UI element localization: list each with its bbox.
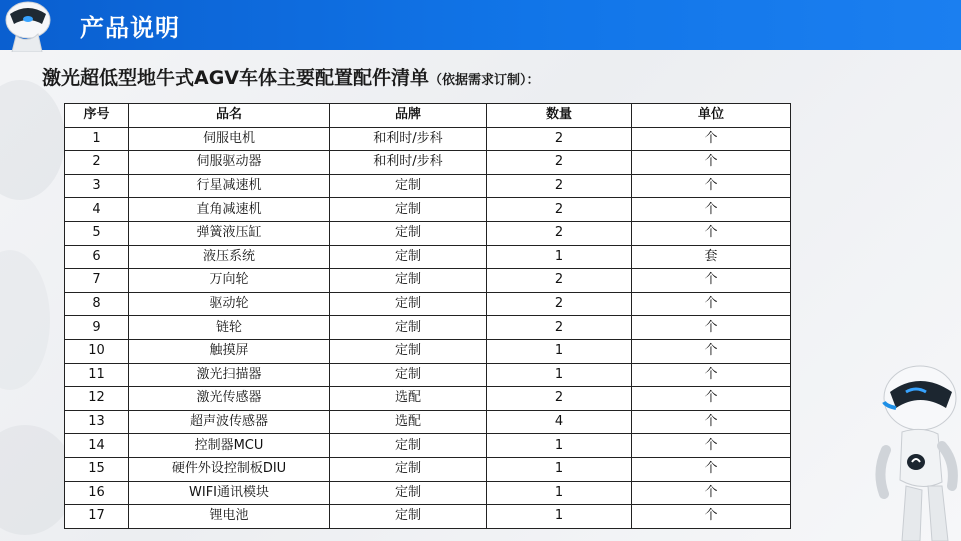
cell-unit: 个 xyxy=(632,434,791,458)
cell-quantity: 2 xyxy=(487,198,632,222)
col-header-name: 品名 xyxy=(129,104,330,128)
cell-quantity: 1 xyxy=(487,481,632,505)
config-table xyxy=(64,103,791,529)
cell-quantity: 2 xyxy=(487,174,632,198)
cell-index: 8 xyxy=(65,292,129,316)
cell-unit: 个 xyxy=(632,151,791,175)
heading-note: （依据需求订制）： xyxy=(429,73,540,88)
cell-quantity: 1 xyxy=(487,434,632,458)
table-row xyxy=(65,505,791,529)
cell-index: 10 xyxy=(65,339,129,363)
cell-quantity: 2 xyxy=(487,316,632,340)
cell-index: 16 xyxy=(65,481,129,505)
cell-name: 激光传感器 xyxy=(129,387,330,411)
cell-name: 行星减速机 xyxy=(129,174,330,198)
table-row xyxy=(65,151,791,175)
cell-name: 锂电池 xyxy=(129,505,330,529)
table-header-row xyxy=(65,104,791,128)
cell-quantity: 2 xyxy=(487,292,632,316)
cell-brand: 定制 xyxy=(330,221,487,245)
table-row xyxy=(65,481,791,505)
cell-brand: 和利时/步科 xyxy=(330,127,487,151)
table-row xyxy=(65,316,791,340)
table-row xyxy=(65,363,791,387)
table-row xyxy=(65,339,791,363)
cell-name: 控制器MCU xyxy=(129,434,330,458)
cell-index: 13 xyxy=(65,410,129,434)
robot-mascot-icon xyxy=(872,362,961,541)
cell-unit: 个 xyxy=(632,198,791,222)
cell-index: 11 xyxy=(65,363,129,387)
table-row xyxy=(65,434,791,458)
cell-unit: 个 xyxy=(632,481,791,505)
cell-index: 15 xyxy=(65,457,129,481)
cell-unit: 个 xyxy=(632,221,791,245)
cell-name: 伺服驱动器 xyxy=(129,151,330,175)
cell-unit: 个 xyxy=(632,292,791,316)
cell-brand: 定制 xyxy=(330,363,487,387)
cell-brand: 定制 xyxy=(330,245,487,269)
cell-index: 14 xyxy=(65,434,129,458)
cell-quantity: 4 xyxy=(487,410,632,434)
cell-unit: 个 xyxy=(632,174,791,198)
col-header-index: 序号 xyxy=(65,104,129,128)
cell-name: 硬件外设控制板DIU xyxy=(129,457,330,481)
table-row xyxy=(65,269,791,293)
cell-quantity: 1 xyxy=(487,245,632,269)
cell-index: 17 xyxy=(65,505,129,529)
cell-brand: 定制 xyxy=(330,505,487,529)
page-title: 产品说明 xyxy=(80,14,180,42)
cell-brand: 选配 xyxy=(330,387,487,411)
cell-index: 3 xyxy=(65,174,129,198)
cell-index: 12 xyxy=(65,387,129,411)
cell-index: 9 xyxy=(65,316,129,340)
cell-unit: 个 xyxy=(632,316,791,340)
cell-brand: 定制 xyxy=(330,269,487,293)
cell-unit: 个 xyxy=(632,457,791,481)
cell-quantity: 2 xyxy=(487,269,632,293)
cell-index: 2 xyxy=(65,151,129,175)
cell-quantity: 2 xyxy=(487,221,632,245)
cell-brand: 选配 xyxy=(330,410,487,434)
cell-name: WIFI通讯模块 xyxy=(129,481,330,505)
cell-unit: 套 xyxy=(632,245,791,269)
cell-brand: 定制 xyxy=(330,434,487,458)
cell-quantity: 2 xyxy=(487,387,632,411)
cell-name: 直角减速机 xyxy=(129,198,330,222)
cell-index: 5 xyxy=(65,221,129,245)
cell-unit: 个 xyxy=(632,339,791,363)
cell-quantity: 1 xyxy=(487,339,632,363)
cell-brand: 定制 xyxy=(330,457,487,481)
table-row xyxy=(65,457,791,481)
cell-unit: 个 xyxy=(632,269,791,293)
cell-index: 1 xyxy=(65,127,129,151)
heading-main: 激光超低型地牛式AGV车体主要配置配件清单 xyxy=(42,67,430,89)
cell-index: 7 xyxy=(65,269,129,293)
table-body xyxy=(65,127,791,528)
col-header-quantity: 数量 xyxy=(487,104,632,128)
col-header-brand: 品牌 xyxy=(330,104,487,128)
table-row xyxy=(65,198,791,222)
cell-unit: 个 xyxy=(632,127,791,151)
cell-unit: 个 xyxy=(632,505,791,529)
cell-quantity: 1 xyxy=(487,363,632,387)
cell-name: 万向轮 xyxy=(129,269,330,293)
table-row xyxy=(65,245,791,269)
table-row xyxy=(65,174,791,198)
section-heading xyxy=(42,63,540,90)
cell-name: 超声波传感器 xyxy=(129,410,330,434)
cell-unit: 个 xyxy=(632,410,791,434)
cell-index: 6 xyxy=(65,245,129,269)
cell-brand: 定制 xyxy=(330,481,487,505)
cell-brand: 定制 xyxy=(330,174,487,198)
cell-brand: 定制 xyxy=(330,316,487,340)
cell-unit: 个 xyxy=(632,387,791,411)
cell-unit: 个 xyxy=(632,363,791,387)
cell-brand: 定制 xyxy=(330,339,487,363)
cell-name: 弹簧液压缸 xyxy=(129,221,330,245)
cell-name: 激光扫描器 xyxy=(129,363,330,387)
cell-index: 4 xyxy=(65,198,129,222)
col-header-unit: 单位 xyxy=(632,104,791,128)
table-row xyxy=(65,221,791,245)
cell-brand: 和利时/步科 xyxy=(330,151,487,175)
cell-brand: 定制 xyxy=(330,198,487,222)
cell-quantity: 1 xyxy=(487,457,632,481)
robot-head-icon xyxy=(2,0,62,52)
cell-name: 伺服电机 xyxy=(129,127,330,151)
table-row xyxy=(65,387,791,411)
cell-brand: 定制 xyxy=(330,292,487,316)
table-row xyxy=(65,127,791,151)
cell-name: 链轮 xyxy=(129,316,330,340)
cell-quantity: 1 xyxy=(487,505,632,529)
cell-quantity: 2 xyxy=(487,127,632,151)
cell-quantity: 2 xyxy=(487,151,632,175)
cell-name: 驱动轮 xyxy=(129,292,330,316)
cell-name: 触摸屏 xyxy=(129,339,330,363)
table-row xyxy=(65,292,791,316)
table-row xyxy=(65,410,791,434)
cell-name: 液压系统 xyxy=(129,245,330,269)
